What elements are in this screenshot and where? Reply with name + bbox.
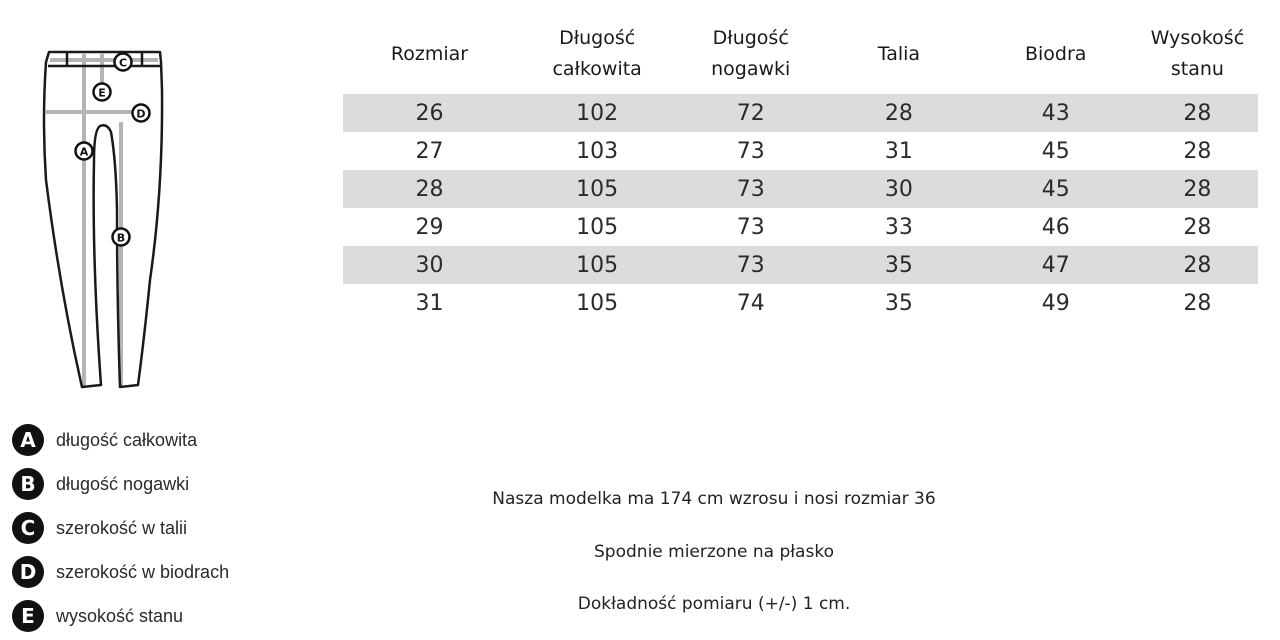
- cell-total-length: 102: [516, 94, 678, 132]
- svg-text:C: C: [118, 56, 128, 70]
- cell-waist: 35: [884, 290, 913, 316]
- legend-label: szerokość w biodrach: [56, 561, 230, 582]
- legend-label: długość nogawki: [56, 473, 190, 494]
- trousers-outline: [44, 52, 162, 387]
- cell-size: 28: [343, 170, 516, 208]
- letter-d-icon: D: [12, 556, 44, 588]
- cell-hips: 46: [1041, 214, 1070, 240]
- legend-label: szerokość w talii: [56, 517, 188, 538]
- cell-size: 26: [343, 94, 516, 132]
- marker-e-icon: [94, 84, 111, 101]
- table-header-row: [343, 14, 1258, 94]
- svg-text:B: B: [116, 231, 126, 245]
- table-row: [343, 170, 1258, 208]
- letter-b-icon: B: [12, 468, 44, 500]
- table-row: [343, 94, 1258, 132]
- legend-item-d: [12, 550, 229, 594]
- legend-item-e: [12, 594, 229, 638]
- trousers-diagram: [30, 40, 210, 395]
- header-leg-length: Długość nogawki: [711, 27, 791, 80]
- legend-item-b: [12, 462, 229, 506]
- letter-a-icon: A: [12, 424, 44, 456]
- cell-size: 27: [415, 138, 444, 164]
- cell-rise: 28: [1137, 170, 1258, 208]
- accuracy-note: Dokładność pomiaru (+/-) 1 cm.: [577, 594, 851, 614]
- header-rise: Wysokość stanu: [1150, 27, 1245, 80]
- legend-item-c: [12, 506, 229, 550]
- cell-hips: 43: [975, 94, 1137, 132]
- svg-text:D: D: [136, 107, 146, 121]
- header-hips: Biodra: [1024, 42, 1087, 65]
- cell-leg-length: 73: [678, 246, 823, 284]
- cell-waist: 31: [884, 138, 913, 164]
- cell-rise: 28: [1183, 214, 1212, 240]
- legend-label: długość całkowita: [56, 429, 198, 450]
- svg-text:E: E: [98, 86, 106, 100]
- marker-a-icon: [76, 143, 93, 160]
- cell-waist: 30: [823, 170, 974, 208]
- cell-total-length: 105: [516, 170, 678, 208]
- cell-waist: 35: [823, 246, 974, 284]
- table-row: [343, 208, 1258, 246]
- cell-leg-length: 73: [736, 214, 765, 240]
- cell-leg-length: 73: [736, 138, 765, 164]
- cell-hips: 45: [1041, 138, 1070, 164]
- marker-c-icon: [115, 54, 132, 71]
- cell-size: 29: [415, 214, 444, 240]
- cell-total-length: 105: [576, 290, 619, 316]
- cell-hips: 45: [975, 170, 1137, 208]
- cell-total-length: 105: [516, 246, 678, 284]
- marker-b-icon: [113, 229, 130, 246]
- marker-d-icon: [133, 105, 150, 122]
- cell-rise: 28: [1137, 94, 1258, 132]
- cell-hips: 47: [975, 246, 1137, 284]
- legend-label: wysokość stanu: [56, 605, 184, 626]
- model-note: Nasza modelka ma 174 cm wzrosu i nosi rozmiar 36: [492, 489, 936, 509]
- header-total-length: Długość całkowita: [552, 27, 642, 80]
- legend-item-a: [12, 418, 229, 462]
- header-waist: Talia: [877, 42, 921, 65]
- table-row: [343, 246, 1258, 284]
- cell-rise: 28: [1183, 290, 1212, 316]
- cell-size: 30: [343, 246, 516, 284]
- cell-leg-length: 74: [736, 290, 765, 316]
- letter-e-icon: E: [12, 600, 44, 632]
- cell-leg-length: 72: [678, 94, 823, 132]
- measurement-method-note: Spodnie mierzone na płasko: [594, 542, 834, 562]
- cell-leg-length: 73: [678, 170, 823, 208]
- cell-total-length: 103: [576, 138, 619, 164]
- table-row: [343, 284, 1258, 322]
- measurement-legend: [12, 418, 229, 638]
- cell-total-length: 105: [576, 214, 619, 240]
- size-table: [343, 14, 1258, 322]
- svg-text:A: A: [79, 145, 89, 159]
- cell-waist: 33: [884, 214, 913, 240]
- cell-waist: 28: [823, 94, 974, 132]
- letter-c-icon: C: [12, 512, 44, 544]
- header-size: Rozmiar: [390, 42, 469, 65]
- cell-rise: 28: [1137, 246, 1258, 284]
- cell-hips: 49: [1041, 290, 1070, 316]
- table-row: [343, 132, 1258, 170]
- cell-rise: 28: [1183, 138, 1212, 164]
- cell-size: 31: [415, 290, 444, 316]
